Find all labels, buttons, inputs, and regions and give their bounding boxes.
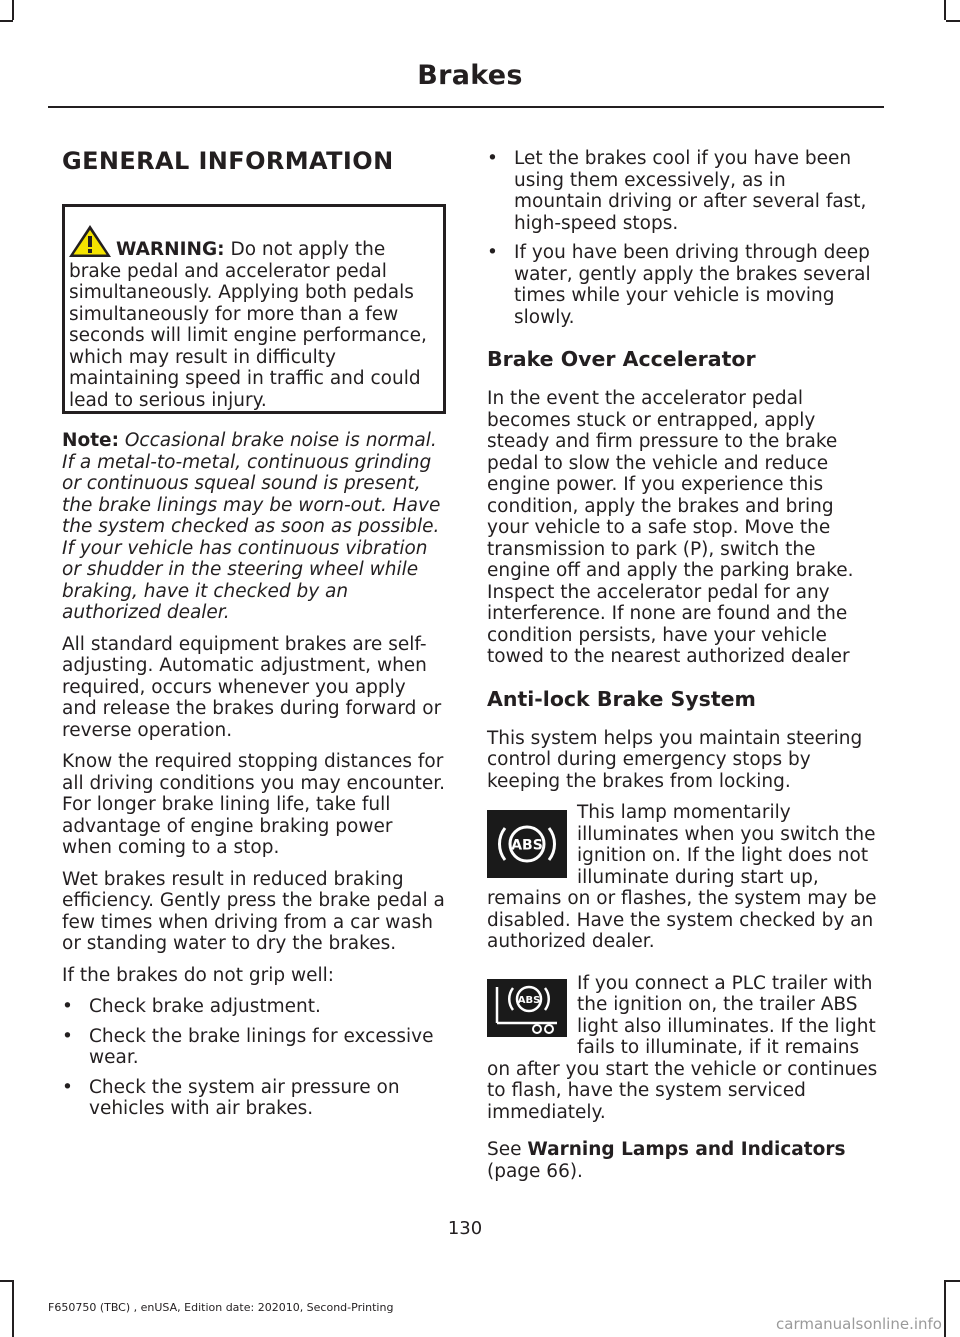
bullet-icon: • xyxy=(62,1076,73,1098)
list-item-text: Check brake adjustment. xyxy=(89,996,321,1017)
bullet-list xyxy=(62,996,446,1120)
paragraph: If the brakes do not grip well: xyxy=(62,964,334,986)
paragraph: Wet brakes result in reduced braking efficiency. Gently press the brake pedal a few times when driving from a car wash or standing water to dry the brakes. xyxy=(62,868,445,954)
crop-mark xyxy=(946,20,960,22)
subsection-heading: Anti-lock Brake System xyxy=(487,686,756,711)
crop-mark xyxy=(12,0,14,20)
warning-triangle-icon xyxy=(67,223,113,259)
paragraph: If you connect a PLC trailer with the ignition on, the trailer ABS light also illuminates. If the light fails to illuminate, if it remains on after you start the vehicle or continues to flash, have the system serviced immediately. xyxy=(487,972,878,1123)
list-item-text: If you have been driving through deep water, gently apply the brakes several times while your vehicle is moving slowly. xyxy=(514,242,871,328)
paragraph: All standard equipment brakes are self-adjusting. Automatic adjustment, when required, occurs whenever you apply and release the brakes during forward or reverse operation. xyxy=(62,633,442,741)
crop-mark xyxy=(0,1280,13,1282)
paragraph: This system helps you maintain steering control during emergency stops by keeping the brakes from locking. xyxy=(487,727,863,792)
abs-icon-label: ABS xyxy=(511,837,543,854)
see-prefix: See xyxy=(487,1139,528,1160)
crop-mark xyxy=(0,20,13,22)
edition-info: F650750 (TBC) , enUSA, Edition date: 202010, Second-Printing xyxy=(48,1301,394,1314)
abs-lamp-block xyxy=(487,802,879,963)
see-suffix: (page 66). xyxy=(487,1160,583,1182)
abs-icon-label: ABS xyxy=(517,994,541,1006)
page-title: Brakes xyxy=(417,60,523,91)
section-heading: GENERAL INFORMATION xyxy=(62,147,394,175)
note-label: Note: xyxy=(62,430,119,451)
list-item xyxy=(62,996,446,1018)
subsection-heading: Brake Over Accelerator xyxy=(487,347,756,371)
trailer-abs-lamp-block xyxy=(487,973,879,1134)
paragraph: In the event the accelerator pedal becomes stuck or entrapped, apply steady and firm pressure to the brake pedal to slow the vehicle and reduce engine power. If you experience this condition, apply the brakes and bring your vehicle to a safe stop. Move the transmission to park (P), switch the engine off and apply the parking brake. Inspect the accelerator pedal for any interference. If none are found and the condition persists, have your vehicle towed to the nearest authorized dealer xyxy=(487,388,854,667)
abs-warning-lamp-icon xyxy=(487,810,567,878)
list-item xyxy=(487,148,879,234)
list-item-text: Check the system air pressure on vehicles with air brakes. xyxy=(89,1076,400,1119)
page-number: 130 xyxy=(447,1218,483,1239)
warning-text: Do not apply the brake pedal and accelerator pedal simultaneously. Applying both pedals simultaneously for more than a few seconds will limit engine performance, which may result in difficulty maintaining speed in traffic and could lead to serious injury. xyxy=(69,239,427,411)
cross-reference-link[interactable]: Warning Lamps and Indicators xyxy=(527,1139,846,1160)
trailer-abs-lamp-icon xyxy=(487,979,567,1037)
list-item xyxy=(62,1026,446,1069)
crop-mark xyxy=(944,0,946,20)
crop-mark xyxy=(12,1280,14,1337)
header-divider xyxy=(48,106,884,108)
bullet-icon: • xyxy=(487,148,498,169)
list-item-text: Let the brakes cool if you have been using them excessively, as in mountain driving or after several fast, high-speed stops. xyxy=(514,148,867,234)
bullet-icon: • xyxy=(487,242,498,263)
note-block xyxy=(62,430,446,624)
warning-label: WARNING: xyxy=(116,239,225,260)
bullet-list xyxy=(487,148,879,328)
list-item xyxy=(487,242,879,328)
watermark: carmanualsonline.info xyxy=(776,1315,942,1333)
left-column xyxy=(62,140,446,1128)
crop-mark xyxy=(946,1280,960,1282)
list-item xyxy=(62,1077,446,1120)
paragraph: This lamp momentarily illuminates when you switch the ignition on. If the light does not illuminate during start up, remains on or flashes, the system may be disabled. Have the system checked by an authorized dealer. xyxy=(487,802,877,952)
right-column xyxy=(487,148,879,1192)
paragraph: Know the required stopping distances for all driving conditions you may encounter. For longer brake lining life, take full advantage of engine braking power when coming to a stop. xyxy=(62,751,446,858)
note-text: Occasional brake noise is normal. If a metal-to-metal, continuous grinding or continuous squeal sound is present, the brake linings may be worn-out. Have the system checked as soon as possible. If your vehicle has continuous vibration or shudder in the steering wheel while braking, have it checked by an authorized dealer. xyxy=(62,430,441,623)
cross-reference xyxy=(487,1139,879,1182)
bullet-icon: • xyxy=(62,996,73,1017)
bullet-icon: • xyxy=(62,1025,73,1047)
list-item-text: Check the brake linings for excessive wear. xyxy=(89,1025,434,1068)
crop-mark xyxy=(944,1280,946,1337)
warning-box xyxy=(62,204,446,414)
